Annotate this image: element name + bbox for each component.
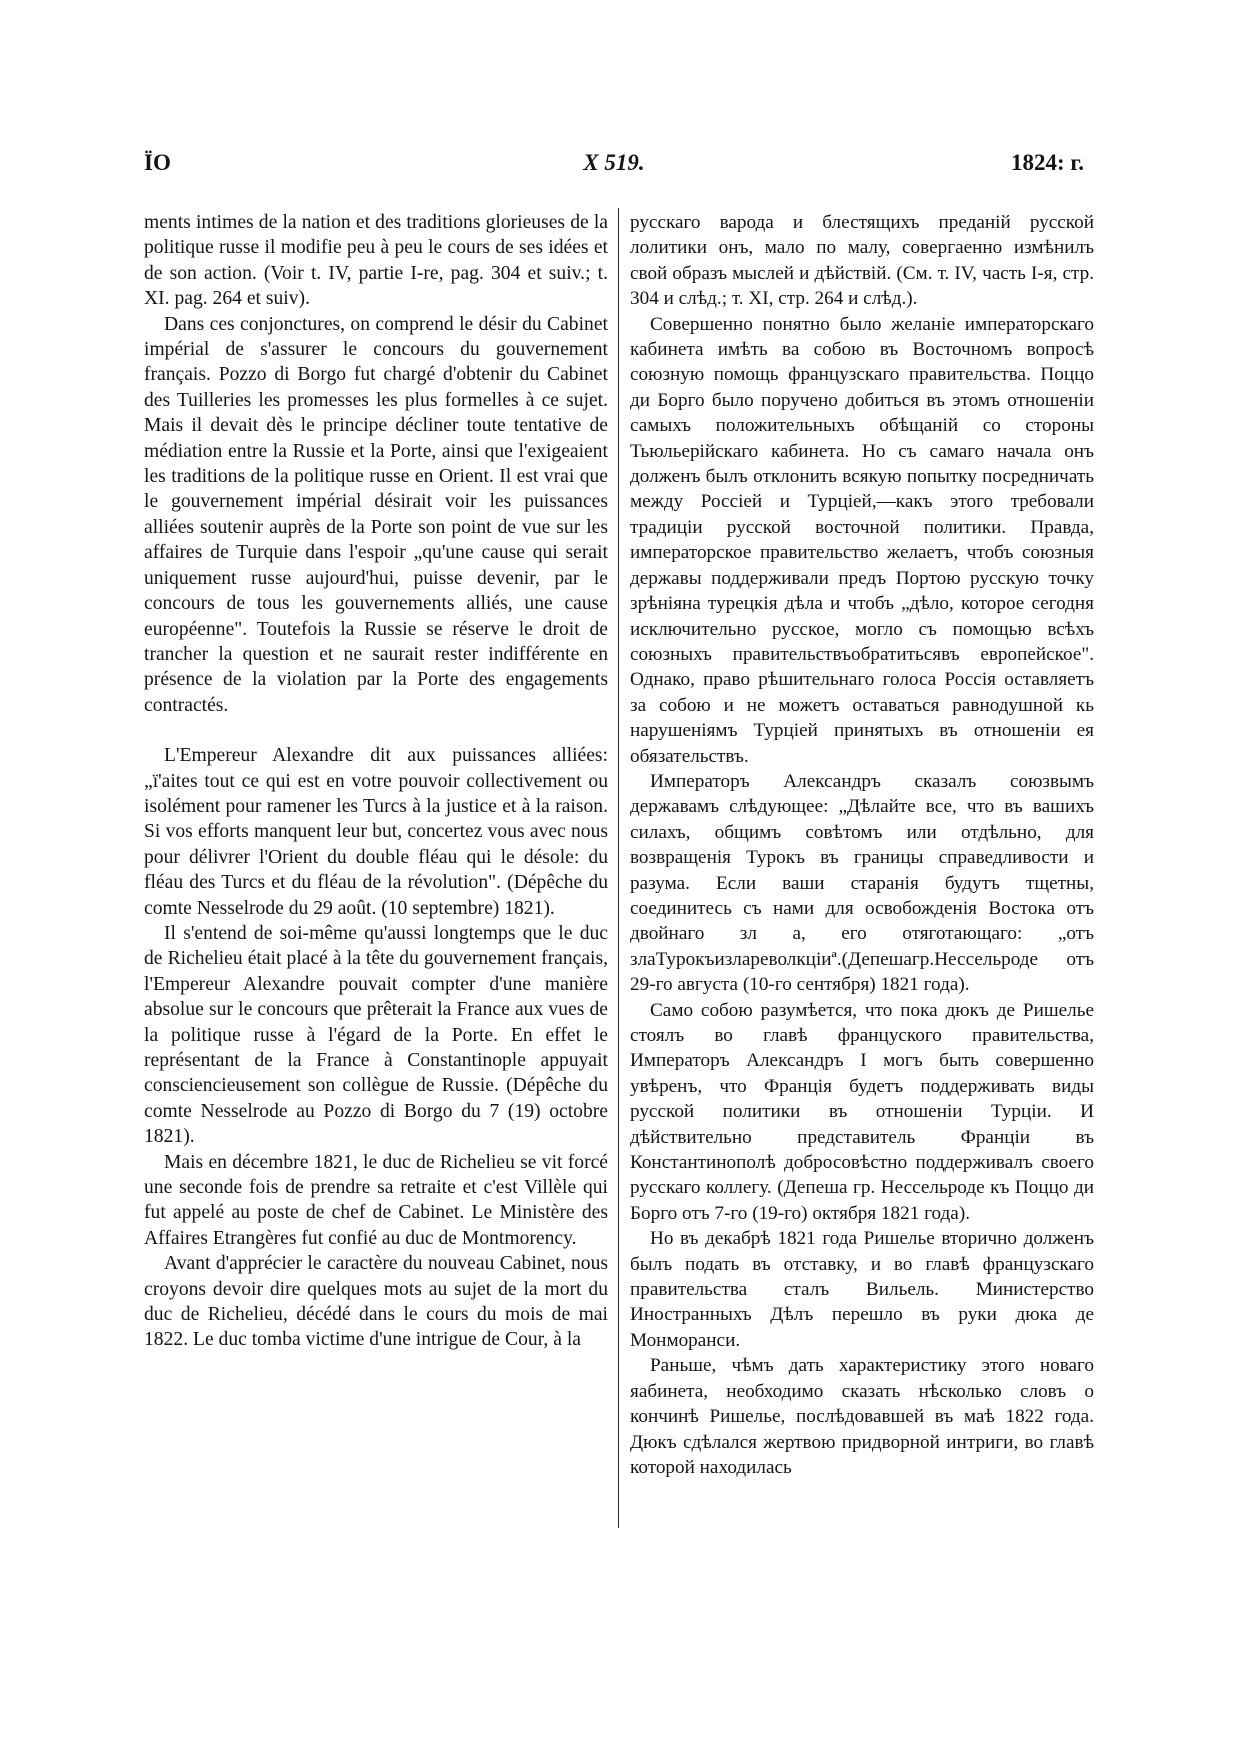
- paragraph: Il s'entend de soi-même qu'aussi longtemps que le duc de Richelieu était placé à la tête du gouvernement français, l'Empereur Alexandre pouvait compter d'une manière absolue sur le concours que prêterait la France aux vues de la politique russe à l'égard de la Porte. En effet le représentant de la France à Constantinople appuyait consciencieusement son collègue de Russie. (Dépêche du comte Nesselrode au Pozzo di Borgo du 7 (19) octobre 1821).: [144, 922, 608, 1148]
- paragraph: Mais en décembre 1821, le duc de Richelieu se vit forcé une seconde fois de prendre sa retraite et c'est Villèle qui fut appelé au poste de chef de Cabinet. Le Ministère des Affaires Etrangères fut confié au duc de Montmorency.: [144, 1151, 608, 1249]
- paragraph: Само собою разумѣется, что пока дюкъ де Ришелье стоялъ во главѣ француского правительства, Императоръ Александръ I могъ быть совершенно увѣренъ, что Францiя будетъ поддерживать виды русской политики въ отношеніи Турціи. И дѣйствительно представитель Франціи въ Константинополѣ добросовѣстно поддерживалъ своего русскаго коллегу. (Депеша гр. Нессельроде къ Поццо ди Борго отъ 7-го (19-го) октября 1821 года).: [630, 999, 1094, 1224]
- page-number: ЇО: [144, 150, 171, 175]
- paragraph: L'Empereur Alexandre dit aux puissances alliées: „ï'aites tout ce qui est en votre pouvoir collectivement ou isolément pour ramener les Turcs à la justice et à la raison. Si vos efforts manquent leur but, concertez vous avec nous pour délivrer l'Orient du double fléau qui le désole: du fléau des Turcs et du fléau de la révolution". (Dépêche du comte Nesselrode du 29 août. (10 septembre) 1821).: [144, 745, 608, 919]
- right-column-russian: [630, 210, 1094, 1480]
- paragraph: Но въ декабрѣ 1821 года Ришелье вторично долженъ былъ подать въ отставку, и во главѣ французскаго правительства сталъ Вильель. Министерство Иностранныхъ Дѣлъ перешло въ руки дюка де Монморанси.: [630, 1228, 1094, 1351]
- paragraph: Dans ces conjonctures, on comprend le désir du Cabinet impérial de s'assurer le concours du gouvernement français. Pozzo di Borgo fut chargé d'obtenir du Cabinet des Tuilleries les promesses les plus formelles à ce sujet. Mais il devait dès le principe décliner toute tentative de médiation entre la Russie et la Porte, ainsi que l'exigeaient les traditions de la politique russe en Orient. Il est vrai que le gouvernement impérial désirait voir les puissances alliées soutenir auprès de la Porte son point de vue sur les affaires de Turquie dans l'espoir „qu'une cause qui serait uniquement russe aujourd'hui, puisse devenir, par le concours de tous les gouvernements alliés, une cause européenne". Toutefois la Russie se réserve le droit de trancher la question et ne saurait rester indifférente en présence de la violation par la Porte des engagements contractés.: [144, 313, 608, 716]
- paragraph: Раньше, чѣмъ дать характеристику этого новаго яабинета, необходимо сказать нѣсколько словъ о кончинѣ Ришелье, послѣдовавшей въ маѣ 1822 года. Дюкъ сдѣлался жертвою придворной интриги, во главѣ которой находилась: [630, 1355, 1094, 1478]
- document-number: X 519.: [583, 150, 645, 175]
- column-divider: [618, 208, 619, 1528]
- paragraph: Императоръ Александръ сказалъ союзвымъ державамъ слѣдующее: „Дѣлайте все, что въ вашихъ силахъ, общимъ совѣтомъ или отдѣльно, для возвращенія Турокъ въ границы справедливости и разума. Если ваши старанія будутъ тщетны, соединитесь съ нами для освобожденія Востока отъ двойнаго зл а, его отяготающаго: „отъ злаТурокъизлареволкціиª.(Депешагр.Нессельроде отъ 29-го августа (10-го сентября) 1821 года).: [630, 770, 1094, 996]
- paragraph: Avant d'apprécier le caractère du nouveau Cabinet, nous croyons devoir dire quelques mots au sujet de la mort du duc de Richelieu, décédé dans le cours du mois de mai 1822. Le duc tomba victime d'une intrigue de Cour, à la: [144, 1253, 608, 1351]
- paragraph: ments intimes de la nation et des traditions glorieuses de la politique russe il modifie peu à peu le cours de ses idées et de son action. (Voir t. IV, partie I-re, pag. 304 et suiv.; t. XI. pag. 264 et suiv).: [144, 212, 608, 310]
- left-column-french: [144, 210, 608, 1353]
- paragraph: Совершенно понятно было желаніе императорскаго кабинета имѣть ва собою въ Восточномъ вопросѣ союзную помощь французскаго правительства. Поццо ди Борго было поручено добиться въ этомъ отношеніи самыхъ положительныхъ обѣщаній со стороны Тьюльерійскаго кабинета. Но съ самаго начала онъ долженъ былъ отклонить всякую попытку посредничать между Россіей и Турціей,—какъ этого требовали традиціи русской восточной политики. Правда, императорское правительство желаетъ, чтобъ союзныя державы поддерживали предъ Портою русскую точку зрѣніяна турецкія дѣла и чтобъ „дѣло, которое сегодня исключительно русское, могло съ помощью всѣхъ союзныхъ правительствъобратитьсявъ европейское". Однако, право рѣшительнаго голоса Россія оставляетъ за собою и не можетъ оставаться равнодушной кь нарушеніямъ Турціей принятыхъ въ отношеніи ея обязательствъ.: [630, 313, 1094, 767]
- page-header: [144, 150, 1084, 186]
- header-year: 1824: г.: [1010, 150, 1084, 175]
- paragraph: русскаго варода и блестящихъ преданій русской лолитики онъ, мало по малу, совергаенно измѣнилъ свой образъ мыслей и дѣйствій. (См. т. IV, часть I-я, стр. 304 и слѣд.; т. XI, стр. 264 и слѣд.).: [630, 212, 1094, 310]
